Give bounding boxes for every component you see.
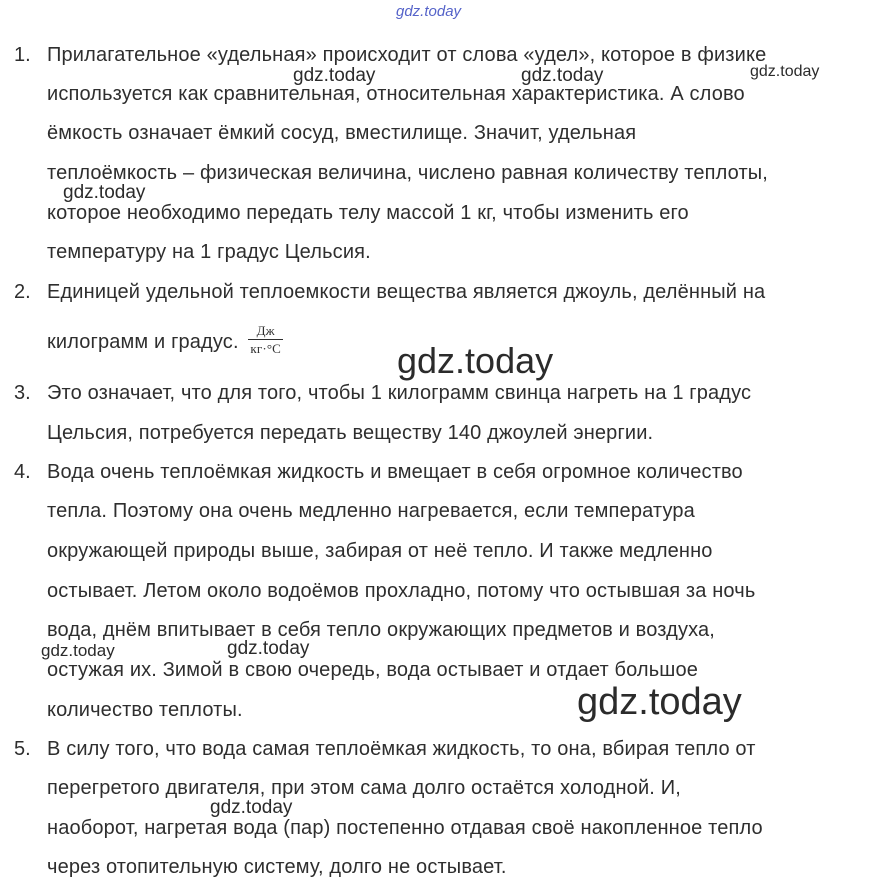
- text-line: окружающей природы выше, забирая от неё тепло. И также медленно: [47, 540, 713, 562]
- text-line: остывает. Летом около водоёмов прохладно, потому что остывшая за ночь: [47, 580, 756, 602]
- text-line: килограмм и градус.: [47, 331, 239, 353]
- watermark: gdz.today: [396, 3, 462, 20]
- text-line: вода, днём впитывает в себя тепло окружающих предметов и воздуха,: [47, 619, 716, 641]
- text-line: Это означает, что для того, чтобы 1 килограмм свинца нагреть на 1 градус: [47, 382, 752, 404]
- watermark: gdz.today: [397, 340, 554, 381]
- text-line: через отопительную систему, долго не остывает.: [47, 856, 507, 878]
- item-number: 5.: [14, 738, 31, 760]
- watermark: gdz.today: [227, 638, 310, 659]
- text-line: ёмкость означает ёмкий сосуд, вместилище. Значит, удельная: [47, 122, 637, 144]
- item-number: 3.: [14, 382, 31, 404]
- text-line: теплоёмкость – физическая величина, числено равная количеству теплоты,: [47, 162, 769, 184]
- unit-fraction: [248, 323, 283, 356]
- text-line: используется как сравнительная, относительная характеристика. А слово: [47, 83, 745, 105]
- text-line: количество теплоты.: [47, 699, 243, 721]
- unit-denominator: кг·°C: [250, 341, 281, 357]
- text-line: тепла. Поэтому она очень медленно нагревается, если температура: [47, 500, 695, 522]
- item-number: 2.: [14, 281, 31, 303]
- watermark: gdz.today: [750, 63, 820, 80]
- text-line: остужая их. Зимой в свою очередь, вода остывает и отдает большое: [47, 659, 699, 681]
- fraction-bar: [248, 339, 283, 340]
- text-line-with-unit: [47, 323, 283, 363]
- watermark: gdz.today: [210, 797, 293, 818]
- text-line: Цельсия, потребуется передать веществу 140 джоулей энергии.: [47, 422, 654, 444]
- text-line: В силу того, что вода самая теплоёмкая жидкость, то она, вбирая тепло от: [47, 738, 756, 760]
- text-line: Вода очень теплоёмкая жидкость и вмещает в себя огромное количество: [47, 461, 743, 483]
- text-line: Единицей удельной теплоемкости вещества является джоуль, делённый на: [47, 281, 766, 303]
- text-line: Прилагательное «удельная» происходит от слова «удел», которое в физике: [47, 44, 767, 66]
- unit-numerator: Дж: [256, 323, 275, 339]
- watermark: gdz.today: [521, 65, 604, 86]
- text-line: наоборот, нагретая вода (пар) постепенно отдавая своё накопленное тепло: [47, 817, 763, 839]
- text-line: перегретого двигателя, при этом сама долго остаётся холодной. И,: [47, 777, 681, 799]
- text-line: температуру на 1 градус Цельсия.: [47, 241, 371, 263]
- watermark: gdz.today: [577, 681, 742, 723]
- item-number: 4.: [14, 461, 31, 483]
- watermark: gdz.today: [293, 65, 376, 86]
- watermark: gdz.today: [41, 641, 115, 660]
- watermark: gdz.today: [63, 182, 146, 203]
- text-line: которое необходимо передать телу массой 1 кг, чтобы изменить его: [47, 202, 689, 224]
- item-number: 1.: [14, 44, 31, 66]
